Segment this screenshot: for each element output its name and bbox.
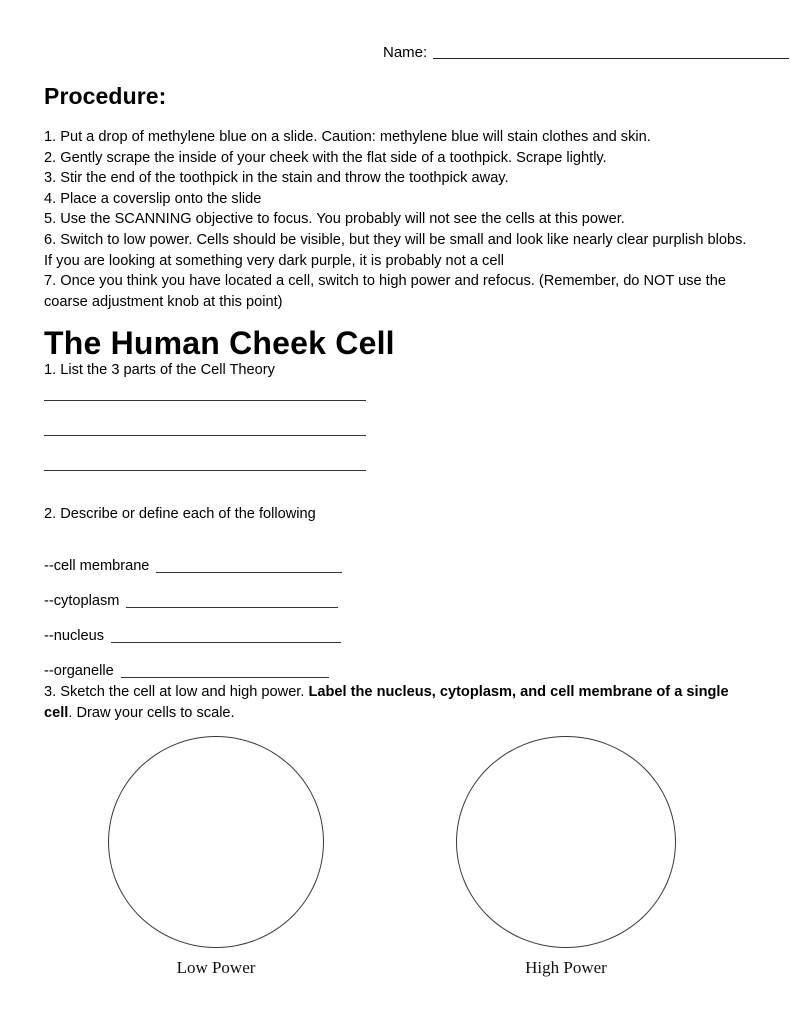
sketch-high-power <box>456 736 676 978</box>
drawing-circle-high-power[interactable] <box>456 736 676 948</box>
procedure-step: 3. Stir the end of the toothpick in the stain and throw the toothpick away. <box>44 170 509 187</box>
define-term-label: --cytoplasm <box>44 593 120 609</box>
define-answer-blank-line[interactable] <box>111 642 341 643</box>
name-field-row <box>383 44 789 62</box>
define-item <box>44 541 342 576</box>
procedure-step: 2. Gently scrape the inside of your cheek with the flat side of a toothpick. Scrape lightly. <box>44 149 607 166</box>
procedure-step: 4. Place a coverslip onto the slide <box>44 190 262 207</box>
answer-blank-line[interactable] <box>44 470 366 471</box>
question-3-text-part2: . Draw your cells to scale. <box>68 704 235 721</box>
define-item <box>44 646 342 681</box>
define-answer-blank-line[interactable] <box>126 607 338 608</box>
question-3-text-bold: Label the nucleus, cytoplasm, and cell membrane of a single cell <box>44 684 729 721</box>
define-item <box>44 611 342 646</box>
page-title: The Human Cheek Cell <box>44 325 395 362</box>
question-2-term-list <box>44 541 342 681</box>
sketch-low-power <box>108 736 324 978</box>
define-term-label: --nucleus <box>44 628 105 644</box>
question-1-prompt: 1. List the 3 parts of the Cell Theory <box>44 362 275 378</box>
procedure-step: 5. Use the SCANNING objective to focus. You probably will not see the cells at this power. <box>44 211 625 228</box>
procedure-step-list <box>44 127 750 312</box>
define-item <box>44 576 342 611</box>
procedure-step: 7. Once you think you have located a cell, switch to high power and refocus. (Remember, do NOT use the coarse adjustment knob at this point) <box>44 273 726 310</box>
define-answer-blank-line[interactable] <box>156 572 342 573</box>
question-3-text-part1: 3. Sketch the cell at low and high power. <box>44 684 309 700</box>
name-field-blank-line[interactable] <box>433 58 789 59</box>
procedure-step: 1. Put a drop of methylene blue on a slide. Caution: methylene blue will stain clothes and skin. <box>44 129 651 145</box>
define-answer-blank-line[interactable] <box>121 677 329 678</box>
drawing-circle-low-power[interactable] <box>108 736 324 948</box>
question-2-prompt: 2. Describe or define each of the following <box>44 506 316 522</box>
define-term-label: --cell membrane <box>44 558 150 574</box>
question-3-prompt <box>44 682 736 723</box>
question-1-answer-lines <box>44 400 366 505</box>
name-field-label: Name: <box>383 44 428 61</box>
answer-blank-line[interactable] <box>44 435 366 436</box>
answer-blank-line[interactable] <box>44 400 366 401</box>
sketch-label-high-power: High Power <box>525 958 607 977</box>
procedure-heading: Procedure: <box>44 83 167 109</box>
sketch-label-low-power: Low Power <box>176 958 256 977</box>
define-term-label: --organelle <box>44 663 114 679</box>
sketch-area <box>0 736 791 986</box>
procedure-step: 6. Switch to low power. Cells should be visible, but they will be small and look like nearly clear purplish blobs. If you are looking at something very dark purple, it is probably not a cell <box>44 231 747 269</box>
